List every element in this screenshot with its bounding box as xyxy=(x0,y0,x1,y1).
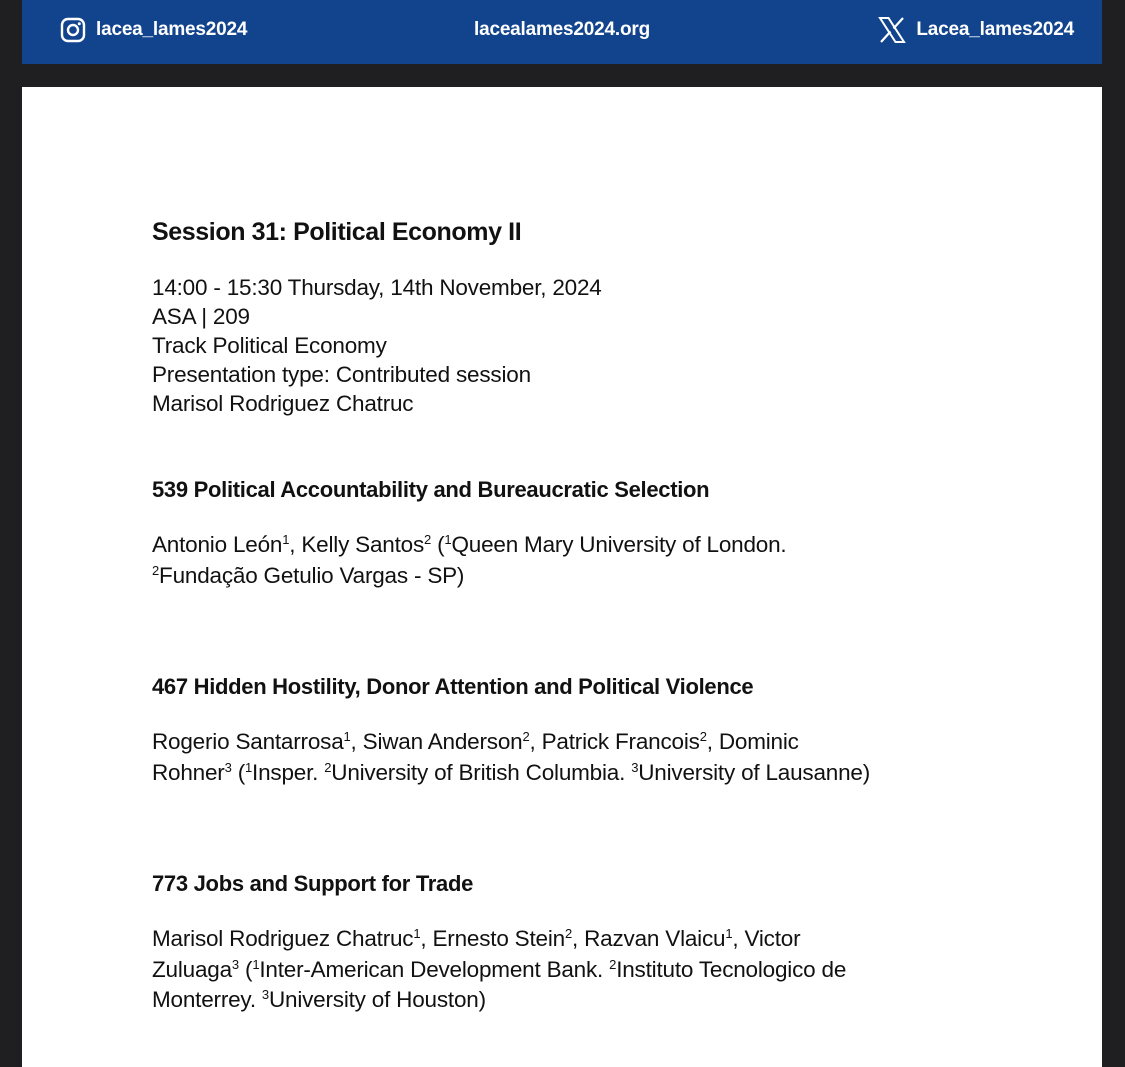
affiliation-marker: 3 xyxy=(631,759,639,775)
affiliation-marker: 3 xyxy=(261,987,269,1002)
authors-line: Rohner$^3$ ($^1$Insper. $^2$University of British Columbia. $^3$University of Lausanne) xyxy=(152,759,871,785)
document-page xyxy=(22,87,1102,1067)
session-chair: Marisol Rodriguez Chatruc xyxy=(152,391,414,416)
paper-item xyxy=(152,673,1012,788)
affiliation-marker: 2 xyxy=(699,729,707,744)
affiliation-marker: 2 xyxy=(522,729,530,744)
x-icon xyxy=(878,17,906,43)
affiliation-marker: 1 xyxy=(252,956,260,972)
affiliation-marker: 3 xyxy=(231,956,239,972)
header-banner xyxy=(22,0,1102,64)
session-content xyxy=(152,217,1012,1016)
affiliation-marker: 2 xyxy=(609,956,617,972)
affiliation-marker: 2 xyxy=(152,562,160,578)
instagram-handle: lacea_lames2024 xyxy=(96,19,248,40)
paper-title: 467 Hidden Hostility, Donor Attention and Political Violence xyxy=(152,674,754,699)
session-time: 14:00 - 15:30 Thursday, 14th November, 2024 xyxy=(152,275,602,300)
affiliation-marker: 1 xyxy=(245,759,253,775)
paper-title: 773 Jobs and Support for Trade xyxy=(152,871,474,896)
session-meta xyxy=(152,273,1012,418)
authors-line: Rogerio Santarrosa$^1$, Siwan Anderson$^2$, Patrick Francois$^2$, Dominic xyxy=(152,729,799,754)
session-room: ASA | 209 xyxy=(152,304,250,329)
session-presentation-type: Presentation type: Contributed session xyxy=(152,362,531,387)
authors-line: Antonio León$^1$, Kelly Santos$^2$ ($^1$Queen Mary University of London. xyxy=(152,532,787,557)
authors-line: Zuluaga$^3$ ($^1$Inter-American Development Bank. $^2$Instituto Tecnologico de xyxy=(152,956,847,982)
session-title: Session 31: Political Economy II xyxy=(152,218,522,246)
affiliation-marker: 1 xyxy=(343,729,351,744)
x-link[interactable] xyxy=(878,17,1074,43)
affiliation-marker: 2 xyxy=(564,926,573,941)
paper-authors xyxy=(152,924,1012,1016)
session-track: Track Political Economy xyxy=(152,333,387,358)
affiliation-marker: 1 xyxy=(725,926,733,941)
affiliation-marker: 2 xyxy=(424,532,432,547)
x-handle: Lacea_lames2024 xyxy=(916,19,1074,40)
paper-authors xyxy=(152,530,1012,591)
affiliation-marker: 1 xyxy=(444,532,452,547)
affiliation-marker: 3 xyxy=(224,759,232,775)
website-link[interactable]: lacealames2024.org xyxy=(474,19,650,40)
affiliation-marker: 1 xyxy=(282,532,290,547)
authors-line: Marisol Rodriguez Chatruc$^1$, Ernesto Stein$^2$, Razvan Vlaicu$^1$, Victor xyxy=(152,926,801,951)
authors-line: Monterrey. $^3$University of Houston) xyxy=(152,987,486,1012)
paper-authors xyxy=(152,727,1012,788)
paper-item xyxy=(152,476,1012,591)
authors-line: $^2$Fundação Getulio Vargas - SP) xyxy=(152,562,465,588)
paper-title: 539 Political Accountability and Bureaucratic Selection xyxy=(152,477,710,502)
affiliation-marker: 1 xyxy=(413,926,421,941)
affiliation-marker: 2 xyxy=(324,759,332,775)
paper-item xyxy=(152,870,1012,1016)
